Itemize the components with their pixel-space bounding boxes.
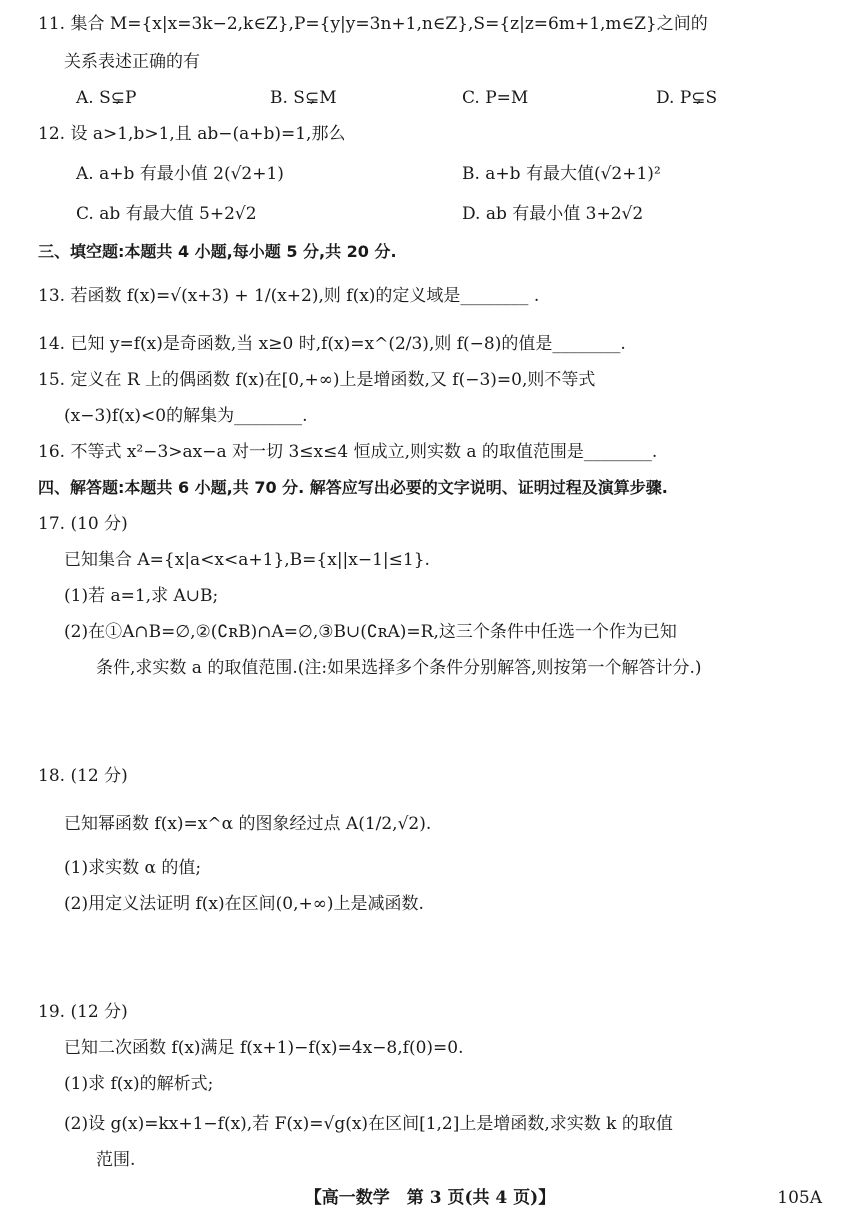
section4-heading: 四、解答题:本题共 6 小题,共 70 分. 解答应写出必要的文字说明、证明过程及演算步骤. [38,478,668,497]
section3-heading: 三、填空题:本题共 4 小题,每小题 5 分,共 20 分. [38,242,397,261]
q11-line2: 关系表述正确的有 [64,52,200,72]
q12-option-c: C. ab 有最大值 5+2√2 [76,204,257,224]
q17-stem: 已知集合 A={x|a<x<a+1},B={x||x−1|≤1}. [64,550,430,570]
q12-option-d: D. ab 有最小值 3+2√2 [462,204,644,224]
q18-stem: 已知幂函数 f(x)=x^α 的图象经过点 A(1/2,√2). [64,814,432,834]
q11-option-a: A. S⊊P [76,88,137,108]
paper-code: 105A [777,1188,822,1208]
q11-option-c: C. P=M [462,88,529,108]
q19-part2-line2: 范围. [96,1150,136,1170]
q11-option-b: B. S⊊M [270,88,337,108]
q18-head: 18. (12 分) [38,766,128,786]
q15-line2: (x−3)f(x)<0的解集为________. [64,406,308,426]
q14: 14. 已知 y=f(x)是奇函数,当 x≥0 时,f(x)=x^(2/3),则 f(−8)的值是________. [38,334,626,354]
q19-part2-line1: (2)设 g(x)=kx+1−f(x),若 F(x)=√g(x)在区间[1,2]上是增函数,求实数 k 的取值 [64,1114,673,1134]
q12-option-b: B. a+b 有最大值(√2+1)² [462,164,661,184]
q18-part1: (1)求实数 α 的值; [64,858,202,878]
q12-option-a: A. a+b 有最小值 2(√2+1) [76,164,284,184]
q17-part1: (1)若 a=1,求 A∪B; [64,586,219,606]
q11-option-d: D. P⊊S [656,88,718,108]
q13: 13. 若函数 f(x)=√(x+3) + 1/(x+2),则 f(x)的定义域是________ . [38,286,540,306]
q19-part1: (1)求 f(x)的解析式; [64,1074,214,1094]
q16: 16. 不等式 x²−3>ax−a 对一切 3≤x≤4 恒成立,则实数 a 的取值范围是________. [38,442,658,462]
q17-part2-line1: (2)在①A∩B=∅,②(∁ʀB)∩A=∅,③B∪(∁ʀA)=R,这三个条件中任选一个作为已知 [64,622,677,642]
q11-line1: 11. 集合 M={x|x=3k−2,k∈Z},P={y|y=3n+1,n∈Z},S={z|z=6m+1,m∈Z}之间的 [38,14,708,34]
q19-stem: 已知二次函数 f(x)满足 f(x+1)−f(x)=4x−8,f(0)=0. [64,1038,464,1058]
q15-line1: 15. 定义在 R 上的偶函数 f(x)在[0,+∞)上是增函数,又 f(−3)=0,则不等式 [38,370,596,390]
q18-part2: (2)用定义法证明 f(x)在区间(0,+∞)上是减函数. [64,894,424,914]
q12-line1: 12. 设 a>1,b>1,且 ab−(a+b)=1,那么 [38,124,346,144]
q19-head: 19. (12 分) [38,1002,128,1022]
q17-head: 17. (10 分) [38,514,128,534]
page-footer: 【高一数学 第 3 页(共 4 页)】 [304,1188,556,1208]
q17-part2-line2: 条件,求实数 a 的取值范围.(注:如果选择多个条件分别解答,则按第一个解答计分.) [96,658,702,678]
